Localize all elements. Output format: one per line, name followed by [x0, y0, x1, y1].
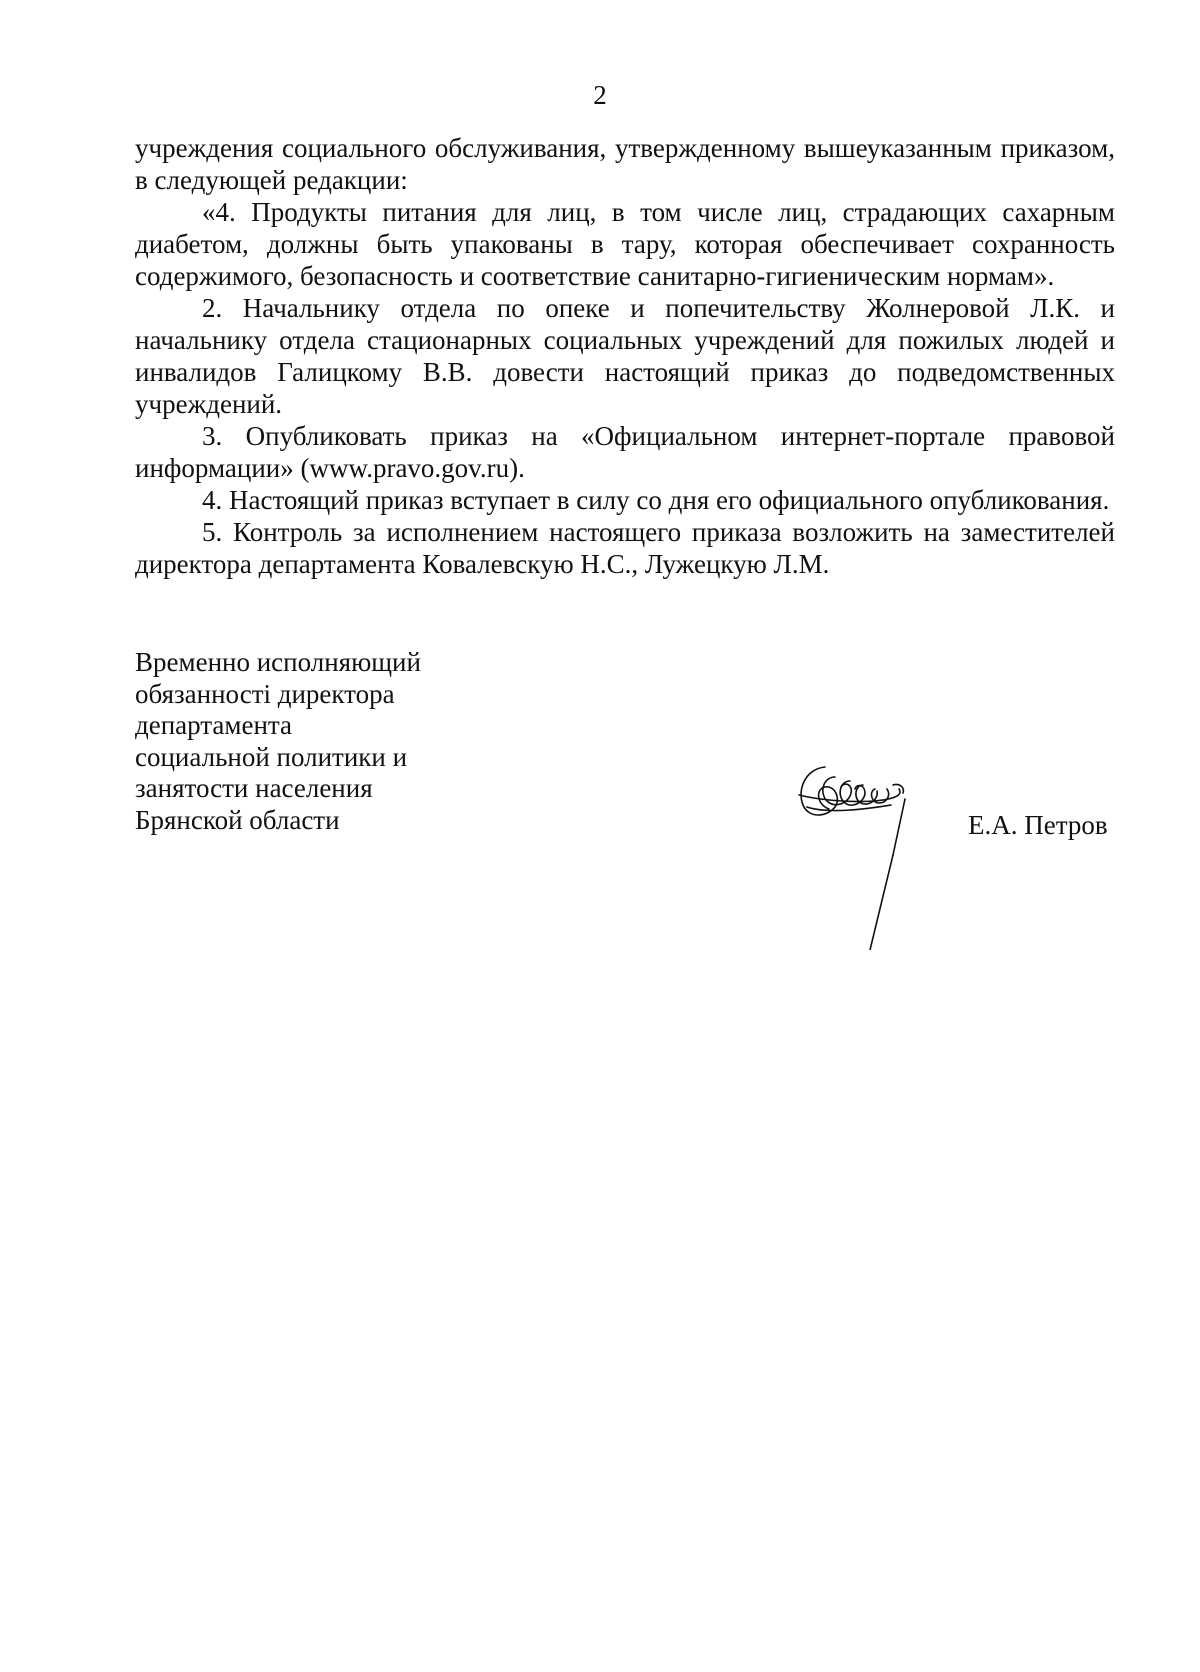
signer-title-line: обязанностi директора	[135, 678, 395, 709]
paragraph-continuation: учреждения социального обслуживания, утвержденному вышеуказанным приказом, в следующей редакции:	[135, 133, 1115, 195]
signer-title-line: занятости населения	[135, 773, 373, 803]
signer-title-line: Брянской области	[135, 804, 340, 835]
signer-title-line: Временно исполняющий	[135, 647, 421, 677]
document-body	[135, 132, 1115, 580]
signer-title-line: социальной политики и	[135, 741, 408, 772]
signer-title-block	[135, 647, 515, 836]
paragraph-item-5: 5. Контроль за исполнением настоящего приказа возложить на заместителей директора департамента Ковалевскую Н.С., Лужецкую Л.М.	[135, 517, 1115, 579]
handwritten-signature	[795, 755, 965, 950]
signer-name: Е.А. Петров	[968, 810, 1108, 840]
page-number: 2	[593, 80, 607, 110]
signer-title-line: департамента	[135, 710, 293, 740]
paragraph-item-2: 2. Начальнику отдела по опеке и попечительству Жолнеровой Л.К. и начальнику отдела стационарных социальных учреждений для пожилых людей и инвалидов Галицкому В.В. довести настоящий приказ до подведомственных учреждений.	[135, 293, 1115, 419]
paragraph-item-4-quote: «4. Продукты питания для лиц, в том числе лиц, страдающих сахарным диабетом, должны быть упакованы в тару, которая обеспечивает сохранность содержимого, безопасность и соответствие санитарно-гигиеническим нормам».	[135, 197, 1115, 291]
paragraph-item-3: 3. Опубликовать приказ на «Официальном интернет-портале правовой информации» (www.pravo.gov.ru).	[135, 421, 1115, 483]
paragraph-item-4: 4. Настоящий приказ вступает в силу со дня его официального опубликования.	[202, 485, 1110, 515]
